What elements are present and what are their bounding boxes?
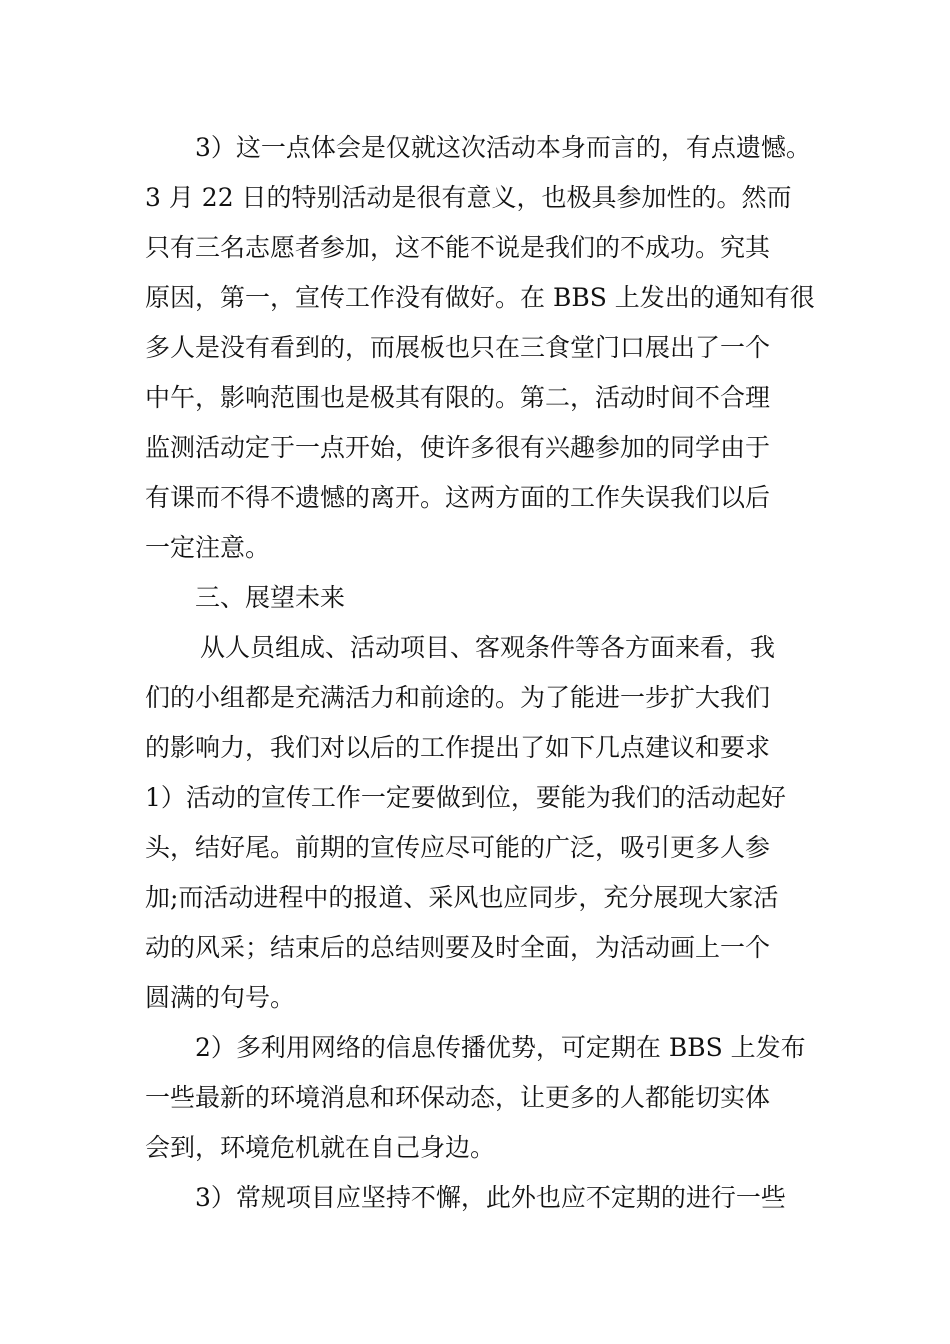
- paragraph-line: 的影响力，我们对以后的工作提出了如下几点建议和要求: [145, 733, 771, 762]
- paragraph-line: 动的风采；结束后的总结则要及时全面，为活动画上一个: [145, 933, 771, 962]
- paragraph-line: 加;而活动进程中的报道、采风也应同步，充分展现大家活: [145, 883, 779, 912]
- paragraph-line: 原因，第一，宣传工作没有做好。在 BBS 上发出的通知有很: [145, 283, 815, 312]
- section-heading: 三、展望未来: [195, 583, 346, 612]
- paragraph-line: 监测活动定于一点开始，使许多很有兴趣参加的同学由于: [145, 433, 771, 462]
- paragraph-line: 圆满的句号。: [145, 983, 296, 1012]
- paragraph-line: 3）常规项目应坚持不懈，此外也应不定期的进行一些: [195, 1183, 786, 1212]
- paragraph-line: 只有三名志愿者参加，这不能不说是我们的不成功。究其: [145, 233, 771, 262]
- paragraph-line: 们的小组都是充满活力和前途的。为了能进一步扩大我们: [145, 683, 771, 712]
- paragraph-line: 多人是没有看到的，而展板也只在三食堂门口展出了一个: [145, 333, 771, 362]
- paragraph-line: 3）这一点体会是仅就这次活动本身而言的，有点遗憾。: [195, 133, 811, 162]
- paragraph-line: 会到，环境危机就在自己身边。: [145, 1133, 496, 1162]
- paragraph-line: 中午，影响范围也是极其有限的。第二，活动时间不合理: [145, 383, 771, 412]
- paragraph-line: 3 月 22 日的特别活动是很有意义，也极具参加性的。然而: [145, 183, 792, 212]
- paragraph-line: 有课而不得不遗憾的离开。这两方面的工作失误我们以后: [145, 483, 771, 512]
- paragraph-line: 从人员组成、活动项目、客观条件等各方面来看，我: [200, 633, 776, 662]
- paragraph-line: 一定注意。: [145, 533, 271, 562]
- paragraph-line: 头，结好尾。前期的宣传应尽可能的广泛，吸引更多人参: [145, 833, 771, 862]
- paragraph-line: 2）多利用网络的信息传播优势，可定期在 BBS 上发布: [195, 1033, 806, 1062]
- paragraph-line: 一些最新的环境消息和环保动态，让更多的人都能切实体: [145, 1083, 771, 1112]
- paragraph-line: 1）活动的宣传工作一定要做到位，要能为我们的活动起好: [145, 783, 786, 812]
